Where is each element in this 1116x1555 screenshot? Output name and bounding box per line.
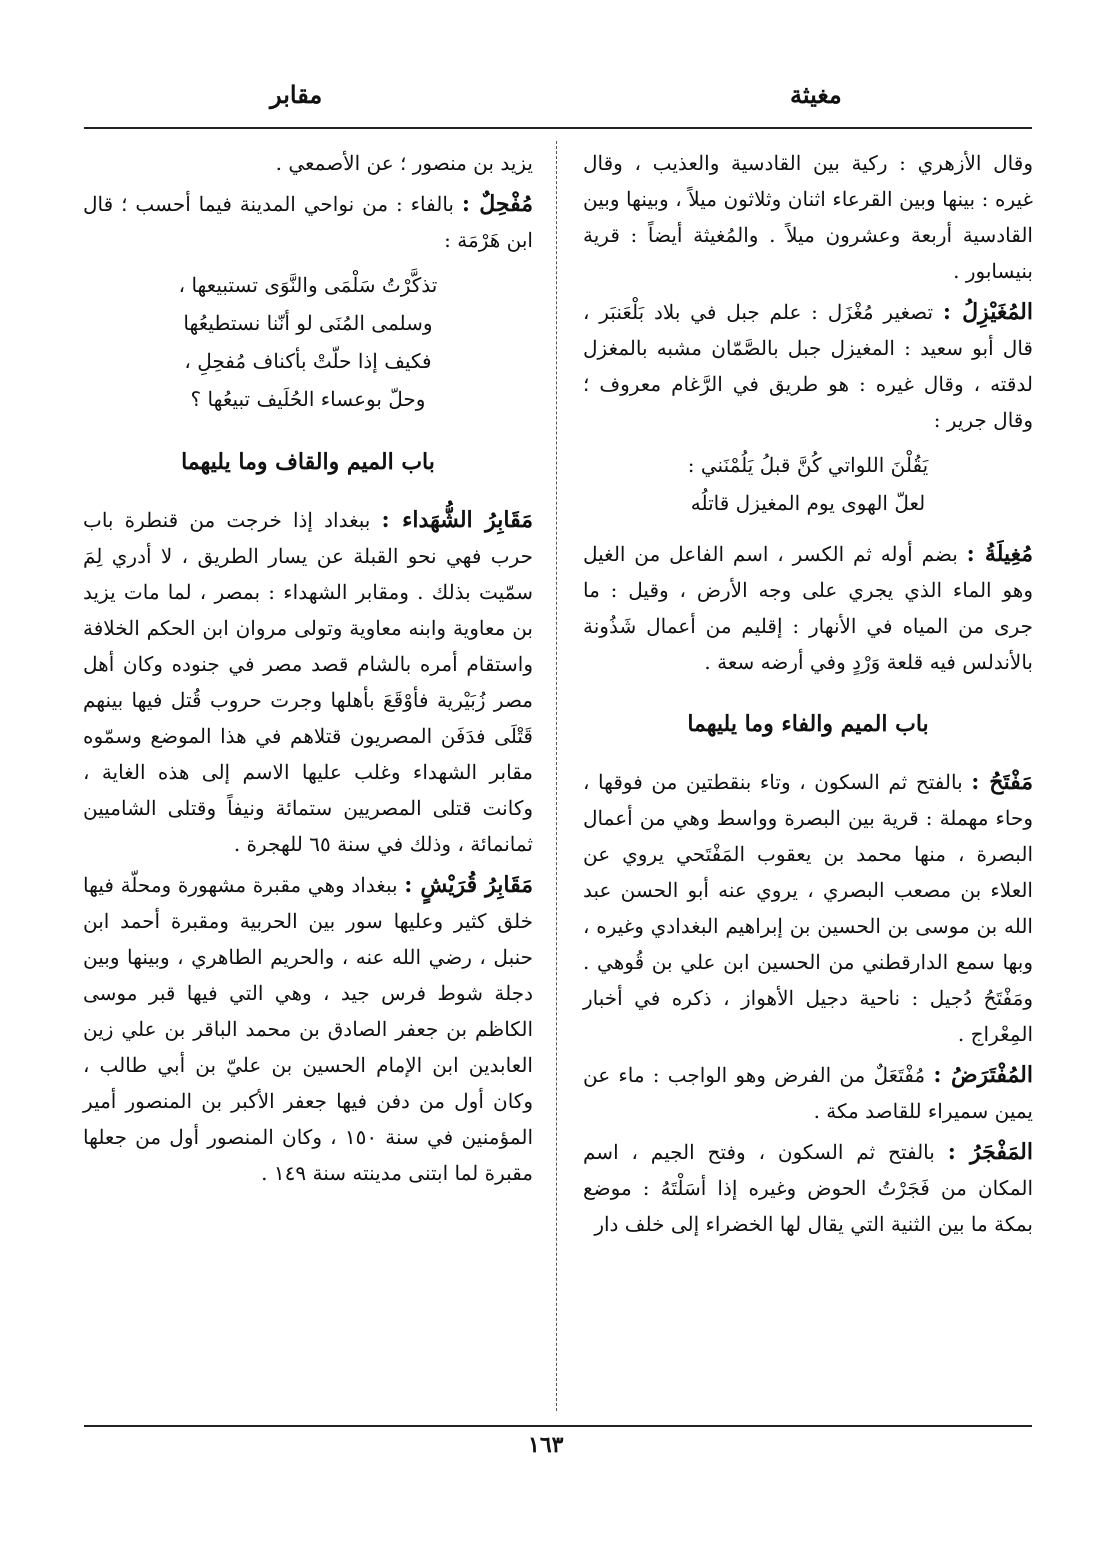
verse-line: فكيف إذا حلّتْ بأكناف مُفحِلِ ، (184, 349, 432, 373)
headword: مَقَابِرُ الشُّهَداء : (381, 507, 533, 533)
headword: المُفْتَرَضُ : (933, 1062, 1033, 1088)
entry-text: بضم أوله ثم الكسر ، اسم الفاعل من الغيل وهو الماء الذي يجري على وجه الأرض ، وقيل : ما جرى من المياه في الأنهار : إقليم من أعمال شَذُونة بالأندلس فيه قلعة وَرْدٍ وفي أرضه سعة . (583, 542, 1033, 674)
entry-intro: يزيد بن منصور ؛ عن الأصمعي . (275, 151, 533, 175)
right-column (583, 145, 1033, 1247)
verse-line: لعلّ الهوى يوم المغيزل قاتلُه (690, 491, 926, 515)
verse-line: وحلّ بوعساء الحُلَيف تبيعُها ؟ (190, 387, 426, 411)
entry-mughayzil (583, 294, 1033, 438)
entry-quraysh (83, 867, 533, 1191)
headword: مَفْتَحُ : (971, 769, 1033, 795)
entry-muftarad (583, 1057, 1033, 1129)
page-number: ١٦٣ (528, 1432, 564, 1458)
headword: المَفْجَرُ : (947, 1139, 1034, 1165)
entry-text: بالفتح ثم السكون ، وفتح الجيم ، اسم المكان من فَجَرْتُ الحوض وغيره إذا أسَلْتَهُ : موضع بمكة ما بين الثنية التي يقال لها الخضراء إلى خلف دار (583, 1140, 1033, 1236)
section-title: باب الميم والقاف وما يليهما (181, 449, 435, 475)
headword: مَقَابِرُ قُرَيْشٍ : (404, 872, 533, 898)
verse-line: وسلمى المُنَى لو أنّنا نستطيعُها (183, 311, 433, 335)
entry-text: تصغير مُغْزَل : علم جبل في بلاد بَلْعَنبَر ، قال أبو سعيد : المغيزل جبل بالصَّمّان مشبه بالمغزل لدقته ، وقال غيره : هو طريق في الرَّغام معروف ؛ وقال جرير : (583, 300, 1033, 432)
verse (83, 266, 533, 418)
entry-text: ببغداد وهي مقبرة مشهورة ومحلّة فيها خلق كثير وعليها سور بين الحربية ومقبرة أحمد ابن حنبل ، رضي الله عنه ، والحريم الطاهري ، وبينها وبين دجلة شوط فرس جيد ، وهي التي فيها قبر موسى الكاظم بن جعفر الصادق بن محمد الباقر بن علي زين العابدين ابن الإمام الحسين بن عليّ بن أبي طالب ، وكان أول من دفن فيها جعفر الأكبر بن المنصور أمير المؤمنين في سنة ١٥٠ ، وكان المنصور أول من جعلها مقبرة لما ابتنى مدينته سنة ١٤٩ . (83, 873, 534, 1185)
left-column (83, 145, 533, 1196)
verse (583, 446, 1033, 522)
column-divider (556, 141, 557, 1411)
entry-mughila (583, 536, 1033, 680)
header-rule (84, 127, 1032, 129)
verse-line: يَقُلْنَ اللواتي كُنَّ قبلُ يَلُمْنَني : (687, 453, 929, 477)
running-header-left: مقابر (270, 80, 323, 109)
entry-text: بالفاء : من نواحي المدينة فيما أحسب ؛ قال ابن هَرْمَة : (83, 192, 533, 252)
headword: مُفْحِلٌ : (461, 191, 534, 217)
entry-text: بالفتح ثم السكون ، وتاء بنقطتين من فوقها ، وحاء مهملة : قرية بين البصرة وواسط وهي من أعمال البصرة ، منها محمد بن يعقوب المَفْتَحي يروي عن العلاء بن مصعب البصري ، يروي عنه أبو الحسن عبد الله بن موسى بن الحسين بن إبراهيم البغدادي وغيره ، وبها سمع الدارقطني من الحسين ابن علي بن قُوهي . ومَفْتَحُ دُجيل : ناحية دجيل الأهواز ، ذكره في أخبار المِعْراج . (583, 770, 1033, 1046)
verse-line: تذكَّرْتُ سَلْمَى والنَّوَى تستبيعها ، (178, 273, 438, 297)
running-header-right: مغيثة (790, 80, 842, 109)
entry-text: ببغداد إذا خرجت من قنطرة باب حرب فهي نحو القبلة عن يسار الطريق ، لا أدري لِمَ سمّيت بذلك . ومقابر الشهداء : بمصر ، لما مات يزيد بن معاوية وابنه معاوية وتولى مروان ابن الحكم الخلافة واستقام أمره بالشام قصد مصر في جنوده وكان أهل مصر زُبَيْرية فأوْقَعَ بأهلها وجرت حروب قُتل فيها بينهم قَتْلَى فدَفَن المصريون قتلاهم في هذا الموضع وسمّوه مقابر الشهداء وغلب عليها الاسم إلى هذه الغاية ، وكانت قتلى المصريين ستمائة ونيفاً وقتلى الشاميين ثمانمائة ، وذلك في سنة ٦٥ للهجرة . (83, 508, 533, 856)
headword: المُغَيْزِلُ : (942, 299, 1033, 325)
headword: مُغِيلَةُ : (966, 541, 1034, 567)
entry-intro: وقال الأزهري : ركية بين القادسية والعذيب ، وقال غيره : بينها وبين القرعاء اثنان وثلاثون ميلاً ، وبينها وبين القادسية أربعة وعشرون ميلاً . والمُغيثة أيضاً : قرية بنيسابور . (583, 151, 1033, 283)
entry-maftah (583, 764, 1033, 1052)
entry-mafjar (583, 1134, 1033, 1242)
entry-shuhada (83, 502, 533, 862)
section-title: باب الميم والفاء وما يليهما (687, 711, 929, 737)
footer-rule (84, 1425, 1032, 1427)
entry-mufhil (83, 186, 533, 258)
entry-text: مُفْتَعَلٌ من الفرض وهو الواجب : ماء عن يمين سميراء للقاصد مكة . (583, 1063, 1033, 1123)
